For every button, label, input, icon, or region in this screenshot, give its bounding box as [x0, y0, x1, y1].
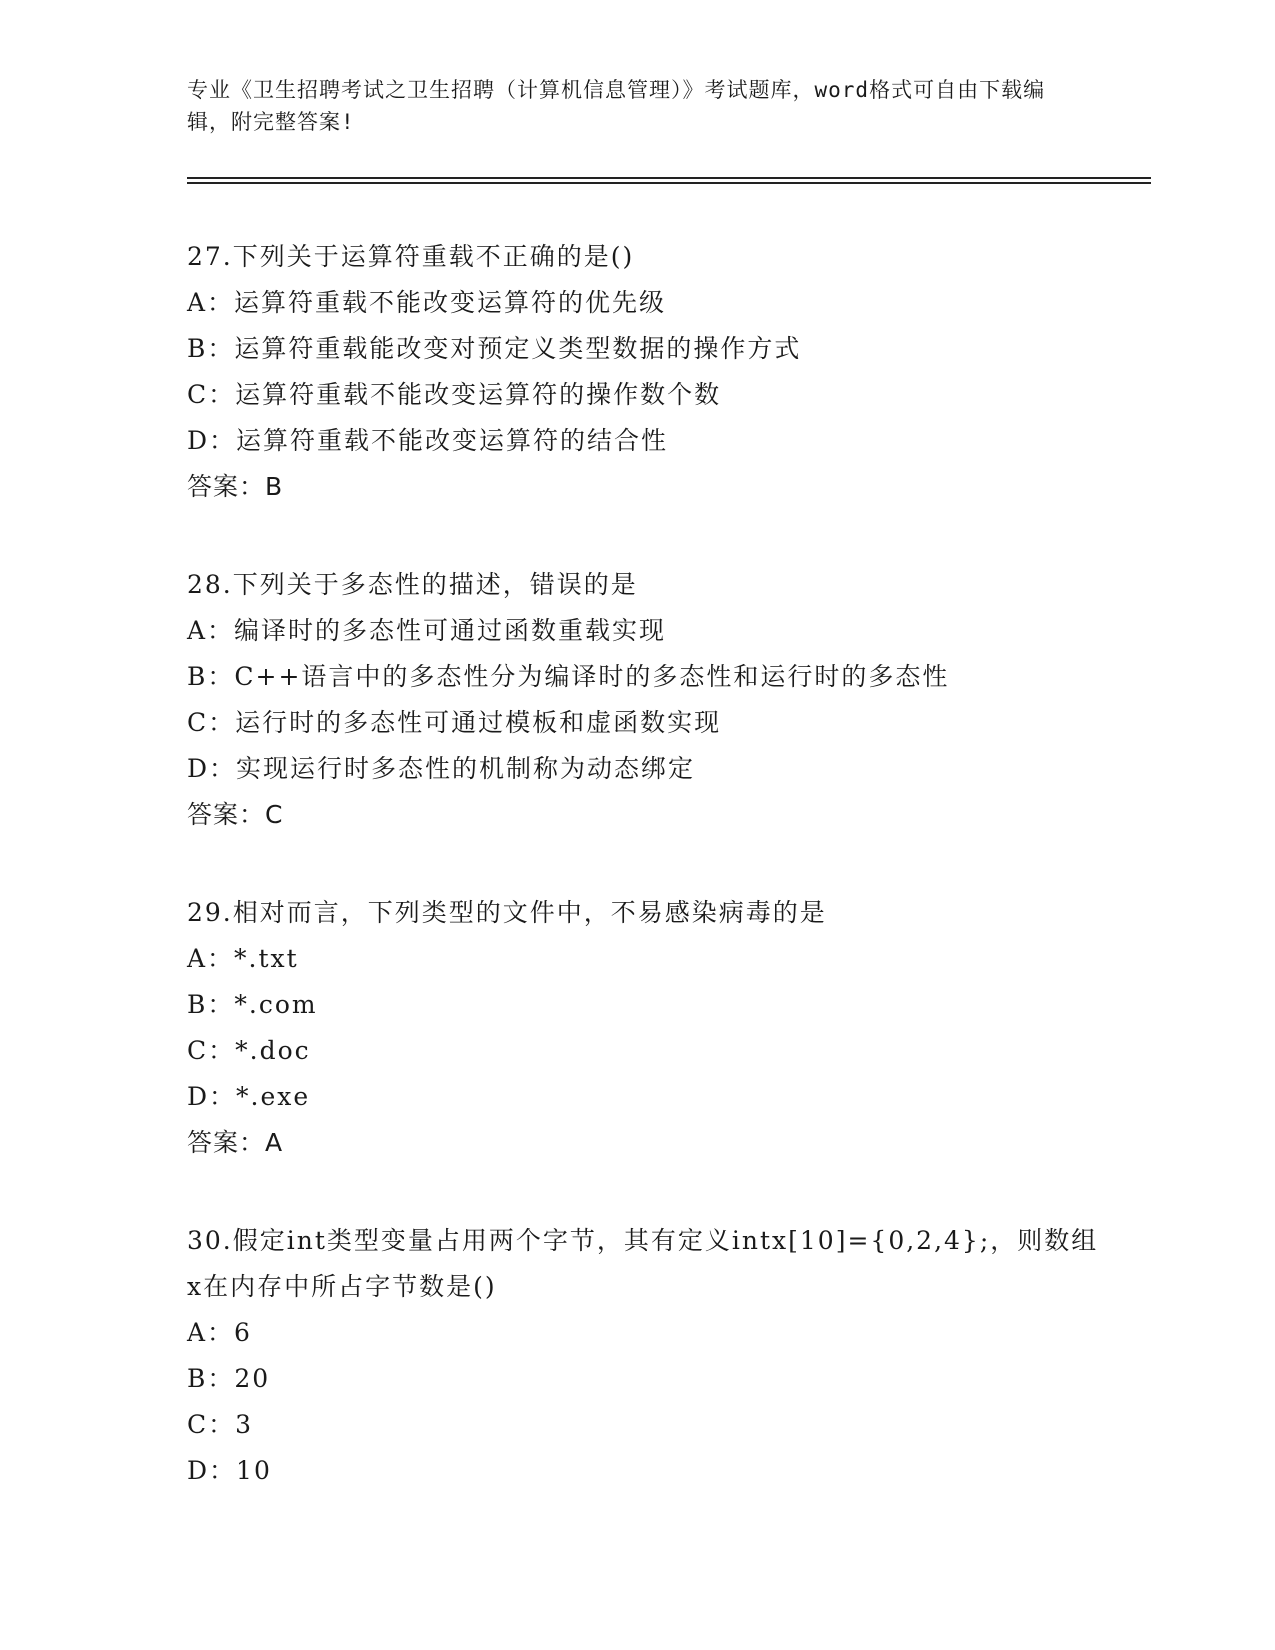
- option-b: B：C++语言中的多态性分为编译时的多态性和运行时的多态性: [187, 662, 950, 691]
- header-text: 专业《卫生招聘考试之卫生招聘（计算机信息管理）》考试题库，word格式可自由下载编辑，附完整答案!: [187, 78, 1046, 134]
- question-stem: 27.下列关于运算符重载不正确的是(): [187, 242, 635, 271]
- option-d: D：10: [187, 1456, 272, 1485]
- question-27: [187, 234, 1107, 510]
- document-header: [187, 74, 1067, 138]
- option-b: B：运算符重载能改变对预定义类型数据的操作方式: [187, 334, 802, 363]
- question-30: [187, 1218, 1107, 1494]
- question-list: [187, 234, 1107, 1546]
- answer: 答案：C: [187, 800, 284, 829]
- option-c: C：3: [187, 1410, 254, 1439]
- header-rule-top: [187, 177, 1151, 179]
- option-a: A：运算符重载不能改变运算符的优先级: [187, 288, 667, 317]
- answer: 答案：B: [187, 472, 284, 501]
- option-c: C：运行时的多态性可通过模板和虚函数实现: [187, 708, 722, 737]
- option-d: D：运算符重载不能改变运算符的结合性: [187, 426, 669, 455]
- question-stem: 29.相对而言，下列类型的文件中，不易感染病毒的是: [187, 898, 827, 927]
- question-stem: 28.下列关于多态性的描述，错误的是: [187, 570, 638, 599]
- option-d: D：实现运行时多态性的机制称为动态绑定: [187, 754, 696, 783]
- option-b: B：20: [187, 1364, 271, 1393]
- option-c: C：运算符重载不能改变运算符的操作数个数: [187, 380, 722, 409]
- header-rule-bottom: [187, 182, 1151, 184]
- answer: 答案：A: [187, 1128, 284, 1157]
- question-stem: 30.假定int类型变量占用两个字节，其有定义intx[10]={0,2,4};，则数组x在内存中所占字节数是(): [187, 1226, 1099, 1301]
- option-c: C：*.doc: [187, 1036, 311, 1065]
- question-29: [187, 890, 1107, 1166]
- option-d: D：*.exe: [187, 1082, 311, 1111]
- option-a: A：*.txt: [187, 944, 299, 973]
- option-b: B：*.com: [187, 990, 318, 1019]
- question-28: [187, 562, 1107, 838]
- option-a: A：6: [187, 1318, 252, 1347]
- option-a: A：编译时的多态性可通过函数重载实现: [187, 616, 667, 645]
